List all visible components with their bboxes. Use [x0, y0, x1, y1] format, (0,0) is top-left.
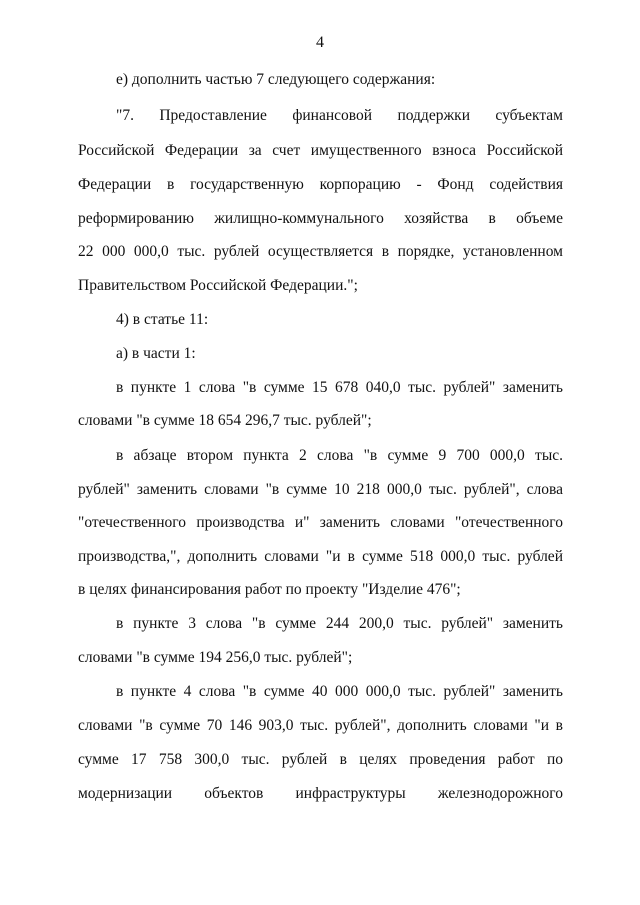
text-line: модернизации объектов инфраструктуры железнодорожного	[78, 785, 563, 802]
text-line: словами "в сумме 70 146 903,0 тыс. рублей", дополнить словами "и в	[78, 717, 563, 734]
text-line: "отечественного производства и" заменить словами "отечественного	[78, 514, 563, 531]
text-line: а) в части 1:	[116, 345, 196, 362]
text-line: реформированию жилищно-коммунального хозяйства в объеме	[78, 210, 563, 227]
page-number: 4	[316, 34, 324, 51]
text-line: в пункте 4 слова "в сумме 40 000 000,0 тыс. рублей" заменить	[116, 683, 563, 700]
text-line: 4) в статье 11:	[116, 311, 209, 328]
text-line: е) дополнить частью 7 следующего содержания:	[116, 71, 436, 88]
text-line: 22 000 000,0 тыс. рублей осуществляется в порядке, установленном	[78, 243, 563, 260]
text-line: Федерации в государственную корпорацию - Фонд содействия	[78, 176, 563, 193]
text-line: в пункте 1 слова "в сумме 15 678 040,0 тыс. рублей" заменить	[116, 379, 563, 396]
text-line: в абзаце втором пункта 2 слова "в сумме 9 700 000,0 тыс.	[116, 447, 563, 464]
text-line: производства,", дополнить словами "и в сумме 518 000,0 тыс. рублей	[78, 548, 563, 565]
text-line: Российской Федерации за счет имущественного взноса Российской	[78, 142, 563, 159]
text-line: сумме 17 758 300,0 тыс. рублей в целях проведения работ по	[78, 751, 563, 768]
text-line: рублей" заменить словами "в сумме 10 218 000,0 тыс. рублей", слова	[78, 481, 563, 498]
text-line: словами "в сумме 194 256,0 тыс. рублей";	[78, 649, 353, 666]
text-line: словами "в сумме 18 654 296,7 тыс. рублей";	[78, 412, 372, 429]
text-line: в пункте 3 слова "в сумме 244 200,0 тыс. рублей" заменить	[116, 615, 563, 632]
text-line: в целях финансирования работ по проекту "Изделие 476";	[78, 581, 461, 598]
text-line: Правительством Российской Федерации.";	[78, 277, 358, 294]
text-line: "7. Предоставление финансовой поддержки субъектам	[116, 107, 563, 124]
